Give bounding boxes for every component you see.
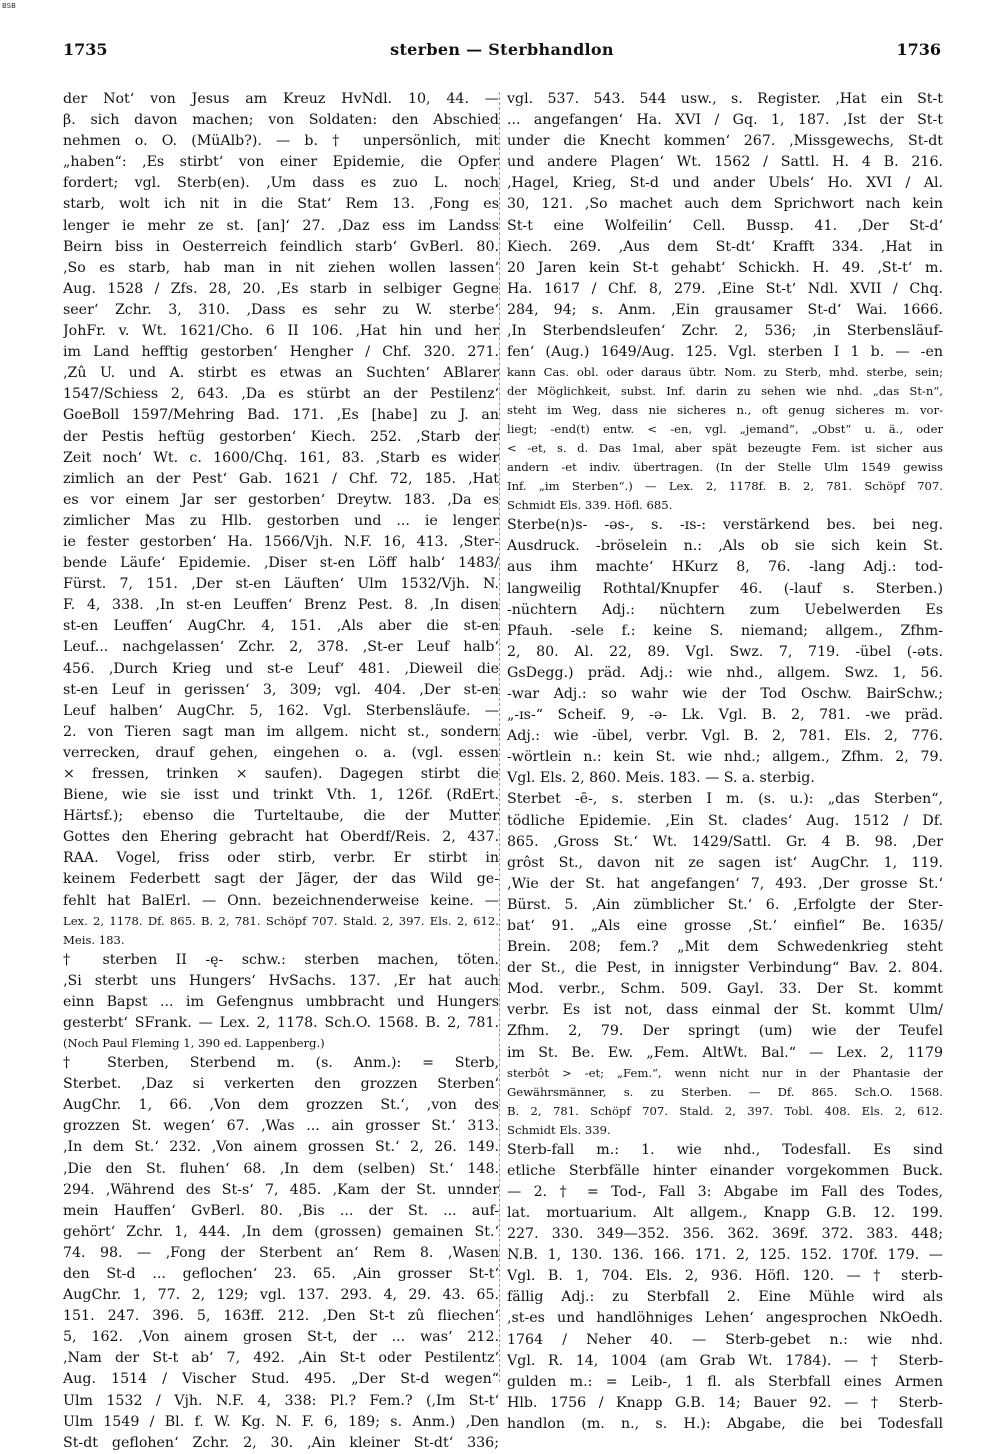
text-line: 5, 162. ‚Von ainem grosen St-t, der ... was‘ 212.: [63, 1329, 499, 1346]
text-line: -nüchtern Adj.: nüchtern zum Uebelwerden Es: [507, 601, 943, 618]
text-line: ‚Die den St. fluhen‘ 68. ‚In dem (selben) St.‘ 148.: [63, 1160, 499, 1177]
text-line: st-en Leuf in gerissen‘ 3, 309; vgl. 404. ‚Der st-en: [63, 681, 499, 698]
text-line: Vgl. Els. 2, 860. Meis. 183. — S. a. sterbig.: [507, 770, 815, 787]
text-line: starb, wolt ich nit in die Stat‘ Rem 13. ‚Fong es: [63, 196, 499, 213]
text-line: Zfhm. 2, 79. Der springt (um) wie der Teufel: [507, 1023, 943, 1040]
text-line: aus ihm machte‘ HKurz 8, 76. -lang Adj.: tod-: [507, 559, 943, 576]
text-line: 294. ‚Während des St-s‘ 7, 485. ‚Kam der St. unnder: [63, 1181, 499, 1198]
text-line: st-en Leuffen‘ AugChr. 4, 151. ‚Als aber die st-en: [63, 618, 499, 635]
text-line: N.B. 1, 130. 136. 166. 171. 2, 125. 152. 170f. 179. —: [507, 1247, 943, 1264]
text-line: gesterbt‘ SFrank. — Lex. 2, 1178. Sch.O. 1568. B. 2, 781.: [63, 1014, 499, 1031]
text-line: etliche Sterbfälle hinter einander vorgekommen Buck.: [507, 1162, 943, 1179]
text-line: 284, 94; s. Anm. ‚Ein grausamer St-d‘ Wai. 1666.: [507, 301, 943, 318]
text-line: einn Bapst ... im Gefengnus umbbracht und Hungers: [63, 993, 499, 1010]
text-line: fehlt hat BalErl. — Onn. bezeichnenderweise keine. —: [63, 892, 499, 909]
text-line: ... angefangen‘ Ha. XVI / Gq. 1, 187. ‚Ist der St-t: [507, 112, 943, 129]
text-line: GsDegg.) präd. Adj.: wie nhd., allgem. Swz. 1, 56.: [507, 664, 943, 681]
text-line: — 2. † = Tod-, Fall 3: Abgabe im Fall des Todes,: [507, 1183, 943, 1200]
text-line: lat. mortuarium. Alt allgem., Knapp G.B. 12. 199.: [507, 1204, 943, 1221]
text-line: Sterb-fall m.: 1. wie nhd., Todesfall. Es sind: [507, 1141, 943, 1158]
text-line: Aug. 1514 / Vischer Stud. 495. „Der St-d wegen“: [63, 1371, 499, 1388]
text-line: 865. ‚Gross St.‘ Wt. 1429/Sattl. Gr. 4 B. 98. ‚Der: [507, 833, 943, 850]
text-line: fordert; vgl. Sterb(en). ‚Um dass es zuo L. noch: [63, 175, 499, 192]
text-line: fen‘ (Aug.) 1649/Aug. 125. Vgl. sterben I 1 b. — -en: [507, 344, 943, 361]
text-line: St-t eine Wolfeilin‘ Cell. Bussp. 41. ‚Der St-d‘: [507, 217, 943, 234]
text-line: Bürst. 5. ‚Ain zümblicher St.‘ 6. ‚Erfolgte der Ster-: [507, 896, 943, 913]
text-line: bat‘ 91. „Als eine grosse ‚St.‘ einfiel“ Be. 1635/: [507, 918, 943, 934]
text-line: es vor einem Jar ser gestorben‘ Dreytw. 183. ‚Da es: [63, 491, 499, 508]
text-line: ‚Si sterbt uns Hungers‘ HvSachs. 137. ‚Er hat auch: [63, 972, 499, 989]
text-line: Vgl. B. 1, 704. Els. 2, 936. Höfl. 120. — † sterb-: [507, 1268, 943, 1285]
text-line: † Sterben, Sterbend m. (s. Anm.): = Sterb,: [63, 1055, 499, 1072]
text-line: Lex. 2, 1178. Df. 865. B. 2, 781. Schöpf 707. Stald. 2, 397. Els. 2, 612.: [63, 913, 499, 928]
text-line: 30, 121. ‚So machet auch dem Sprichwort nach kein: [507, 196, 943, 213]
text-line: -wörtlein n.: kein St. wie nhd.; allgem., Zfhm. 2, 79.: [507, 749, 943, 766]
text-line: bende Läufe‘ Epidemie. ‚Diser st-en Löff halb‘ 1483/: [63, 555, 499, 572]
text-line: ‚Zû U. und A. stirbt es etwas an Suchten‘ ABlarer: [63, 365, 499, 382]
text-line: Gewährsmänner, s. zu Sterben. — Df. 865. Sch.O. 1568.: [507, 1084, 943, 1099]
text-line: Vgl. R. 14, 1004 (am Grab Wt. 1784). — † Sterb-: [507, 1352, 943, 1369]
text-line: Zeit noch‘ Wt. c. 1600/Chq. 161, 83. ‚Starb es wider: [63, 449, 499, 466]
text-line: langweilig Rothtal/Knupfer 46. (-lauf s. Sterben.): [507, 580, 943, 597]
text-line: Biene, wie sie isst und trinkt Vth. 1, 126f. (RdErt.: [63, 787, 499, 804]
text-line: Schmidt Els. 339.: [507, 1122, 611, 1137]
text-line: verbr. Es ist not, dass einmal der St. kommt Ulm/: [507, 1002, 943, 1019]
text-line: F. 4, 338. ‚In st-en Leuffen‘ Brenz Pest. 8. ‚In disen: [63, 597, 499, 614]
text-line: 20 Jaren kein St-t gehabt‘ Schickh. H. 49. ‚St-t‘ m.: [507, 259, 943, 276]
text-line: Gottes den Ehering gebracht hat Oberdf/Reis. 2, 437.: [63, 829, 499, 846]
text-line: Kiech. 269. ‚Aus dem St-dt‘ Krafft 334. ‚Hat in: [507, 238, 943, 255]
text-line: Leuf halben‘ AugChr. 5, 162. Vgl. Sterbensläufe. —: [63, 702, 499, 719]
text-line: grôst St., davon nit ze sagen ist‘ AugChr. 1, 119.: [507, 854, 943, 871]
text-line: 1764 / Neher 40. — Sterb-gebet n.: wie nhd.: [507, 1331, 943, 1348]
page-number-left: 1735: [63, 40, 108, 59]
page-title: sterben — Sterbhandlon: [390, 40, 614, 59]
text-line: AugChr. 1, 77. 2, 129; vgl. 137. 293. 4, 29. 43. 65.: [63, 1287, 499, 1304]
text-line: Ha. 1617 / Chf. 8, 279. ‚Eine St-t‘ Ndl. XVII / Chq.: [507, 280, 943, 297]
text-line: ‚Wie der St. hat angefangen‘ 7, 493. ‚Der grosse St.‘: [507, 875, 943, 892]
text-line: † sterben II -ę- schw.: sterben machen, töten.: [63, 951, 499, 968]
text-line: Pfauh. -sele f.: keine S. niemand; allgem., Zfhm-: [507, 622, 943, 639]
text-line: steht im Weg, dass nie sicheres n., oft genug sicheres m. vor-: [507, 403, 943, 418]
text-line: ‚So es starb, hab man in nit ziehen wollen lassen‘: [63, 259, 499, 276]
text-line: 74. 98. — ‚Fong der Sterbent an‘ Rem 8. ‚Wasen: [63, 1244, 499, 1261]
text-line: Schmidt Els. 339. Höfl. 685.: [507, 498, 673, 513]
text-line: handlon (m. n., s. H.): Abgabe, die bei Todesfall: [507, 1415, 943, 1432]
text-line: Inf. „im Sterben“.) — Lex. 2, 1178f. B. 2, 781. Schöpf 707.: [507, 479, 943, 494]
text-line: 227. 330. 349—352. 356. 362. 369f. 372. 383. 448;: [507, 1226, 943, 1243]
right-column: [507, 89, 943, 1435]
text-line: ‚st-es und handlöhniges Lehen‘ angesprochen NkOedh.: [507, 1310, 943, 1327]
text-line: kann Cas. obl. oder daraus übtr. Nom. zu Sterb, mhd. sterbe, sein;: [507, 365, 943, 380]
page-number-right: 1736: [896, 40, 941, 59]
text-line: grozzen St. wegen‘ 67. ‚Was ... ain grosser St.‘ 313.: [63, 1118, 499, 1135]
text-line: St-dt geflohen‘ Zchr. 2, 30. ‚Ain kleiner St-dt‘ 336;: [63, 1434, 499, 1451]
text-line: Fürst. 7, 151. ‚Der st-en Läuften‘ Ulm 1532/Vjh. N.: [63, 576, 499, 593]
text-line: zimlich an der Pest‘ Gab. 1621 / Chf. 72, 185. ‚Hat: [63, 470, 499, 487]
text-line: Mod. verbr., Schm. 509. Gayl. 33. Der St. kommt: [507, 981, 943, 998]
text-line: × fressen, trinken × saufen). Dagegen stirbt die: [63, 766, 499, 782]
text-line: Sterbe(n)s- -əs-, s. -ɪs-: verstärkend bes. bei neg.: [507, 517, 943, 534]
text-line: lenger ie mehr ze st. [an]‘ 27. ‚Daz ess im Landss: [63, 217, 499, 234]
text-line: seer‘ Zchr. 3, 310. ‚Dass es sehr zu W. sterbe‘: [63, 301, 499, 318]
page-header: [63, 40, 941, 64]
text-line: < -et, s. d. Das 1mal, aber spät bezeugte Fem. ist sicher aus: [507, 441, 943, 456]
text-line: andern -et indiv. übertragen. (In der Stelle Ulm 1549 gewiss: [507, 460, 943, 475]
text-line: „-ɪs-“ Scheif. 9, -ə- Lk. Vgl. B. 2, 781. -we präd.: [507, 707, 943, 724]
text-line: -war Adj.: so wahr wie der Tod Oschw. BairSchw.;: [507, 685, 943, 702]
text-line: (Noch Paul Fleming 1, 390 ed. Lappenberg.): [63, 1036, 325, 1051]
text-line: 2, 80. Al. 22, 89. Vgl. Swz. 7, 719. -übel (-əts.: [507, 643, 943, 660]
text-line: der St., die Pest, in innigster Verbindung“ Bav. 2. 804.: [507, 960, 943, 977]
text-line: nehmen o. O. (MüAlb?). — b. † unpersönlich, mit: [63, 133, 499, 150]
text-line: RAA. Vogel, friss oder stirb, verbr. Er stirbt in: [63, 850, 499, 867]
left-column: [63, 89, 499, 1454]
text-line: den St-d ... geflochen‘ 23. 65. ‚Ain grosser St-t‘: [63, 1265, 499, 1282]
text-line: keinem Federbett sagt der Jäger, der das Wild ge-: [63, 871, 499, 888]
text-line: Ulm 1532 / Vjh. N.F. 4, 338: Pl.? Fem.? (‚Im St-t‘: [63, 1392, 499, 1409]
text-line: zimlicher Mas zu Hlb. gestorben und ... ie lenger: [63, 512, 499, 529]
text-line: 1547/Schiess 2, 643. ‚Da es stürbt an der Pestilenz‘: [63, 386, 499, 403]
text-line: sterbôt > -et; „Fem.“, wenn nicht nur in der Phantasie der: [507, 1065, 943, 1080]
text-line: und andere Plagen‘ Wt. 1562 / Sattl. H. 4 B. 216.: [507, 154, 943, 171]
text-line: B. 2, 781. Schöpf 707. Stald. 2, 397. Tobl. 408. Els. 2, 612.: [507, 1103, 943, 1118]
text-line: Ulm 1549 / Bl. f. W. Kg. N. F. 6, 189; s. Anm.) ‚Den: [63, 1413, 499, 1430]
text-line: fällig Adj.: zu Sterbfall 2. Eine Mühle wird als: [507, 1289, 943, 1306]
text-line: Brein. 208; fem.? „Mit dem Schwedenkrieg steht: [507, 939, 943, 956]
text-line: Härtsf.); ebenso die Turteltaube, die der Mutter: [63, 808, 499, 825]
text-line: ie fester gestorben‘ Ha. 1566/Vjh. N.F. 16, 413. ‚Ster-: [63, 533, 499, 550]
library-watermark: BSB: [2, 2, 16, 10]
text-line: Leuf... nachgelassen‘ Zchr. 2, 378. ‚St-er Leuf halb‘: [63, 639, 499, 656]
text-line: GoeBoll 1597/Mehring Bad. 171. ‚Es [habe] zu J. an: [63, 407, 499, 424]
text-line: vgl. 537. 543. 544 usw., s. Register. ‚Hat ein St-t: [507, 91, 943, 107]
text-line: tödliche Epidemie. ‚Ein St. clades‘ Aug. 1512 / Df.: [507, 812, 943, 829]
text-line: Sterbet. ‚Daz si verkerten den grozzen Sterben‘: [63, 1076, 499, 1093]
text-line: under die Knecht kommen‘ 267. ‚Missgewechs, St-dt: [507, 133, 943, 150]
text-line: verrecken, drauf gehen, eingehen o. a. (vgl. essen: [63, 744, 499, 761]
text-line: „haben“: ‚Es stirbt‘ von einer Epidemie, die Opfer: [63, 154, 499, 171]
text-line: 2. von Tieren sagt man im allgem. nicht st., sondern: [63, 723, 499, 740]
text-line: ‚Nam der St-t ab‘ 7, 492. ‚Ain St-t oder Pestilentz‘: [63, 1350, 499, 1367]
text-line: 456. ‚Durch Krieg und st-e Leuf‘ 481. ‚Dieweil die: [63, 660, 499, 677]
text-line: JohFr. v. Wt. 1621/Cho. 6 II 106. ‚Hat hin und her: [63, 323, 499, 340]
text-line: β. sich davon machen; von Soldaten: den Abschied: [63, 112, 499, 129]
text-line: Adj.: wie -übel, verbr. Vgl. B. 2, 781. Els. 2, 776.: [507, 728, 943, 745]
column-divider: [499, 92, 500, 1382]
text-line: Beirn biss in Oesterreich feindlich starb‘ GvBerl. 80.: [63, 238, 499, 255]
text-line: der Pestis heftüg gestorben‘ Kiech. 252. ‚Starb der: [63, 428, 499, 445]
text-line: liegt; -end(t) entw. < -en, vgl. „jemand“, „Obst“ u. ä., oder: [507, 422, 943, 437]
text-line: Meis. 183.: [63, 932, 125, 947]
text-line: Sterbet -ē-, s. sterben I m. (s. u.): „das Sterben“,: [507, 791, 943, 808]
text-line: im St. Be. Ew. „Fem. AltWt. Bal.“ — Lex. 2, 1179: [507, 1044, 943, 1061]
text-line: gehört‘ Zchr. 1, 444. ‚In dem (grossen) gemainen St.‘: [63, 1223, 499, 1240]
text-line: AugChr. 1, 66. ‚Von dem grozzen St.‘, ‚von des: [63, 1097, 499, 1114]
text-line: der Not‘ von Jesus am Kreuz HvNdl. 10, 44. —: [63, 91, 499, 107]
text-line: mein Hauffen‘ GvBerl. 80. ‚Bis ... der St. ... auf-: [63, 1202, 499, 1219]
text-line: ‚In dem St.‘ 232. ‚Von ainem grossen St.‘ 2, 26. 149.: [63, 1139, 499, 1156]
text-line: Hlb. 1756 / Knapp G.B. 14; Bauer 92. — † Sterb-: [507, 1394, 943, 1411]
text-line: Ausdruck. -bröselein n.: ‚Als ob sie sich kein St.: [507, 538, 943, 555]
text-line: im Land hefftig gestorben‘ Hengher / Chf. 320. 271.: [63, 344, 499, 361]
text-line: ‚In Sterbendsleufen‘ Zchr. 2, 536; ‚in Sterbensläuf-: [507, 323, 943, 340]
text-line: der Möglichkeit, subst. Inf. darin zu sehen wie nhd. „das St-n“,: [507, 384, 943, 399]
text-line: Aug. 1528 / Zfs. 28, 20. ‚Es starb in selbiger Gegne: [63, 280, 499, 297]
text-line: ‚Hagel, Krieg, St-d und ander Ubels‘ Ho. XVI / Al.: [507, 175, 943, 192]
text-line: 151. 247. 396. 5, 163ff. 212. ‚Den St-t zû fliechen‘: [63, 1308, 499, 1325]
text-line: gulden m.: = Leib-, 1 fl. als Sterbfall eines Armen: [507, 1373, 943, 1390]
